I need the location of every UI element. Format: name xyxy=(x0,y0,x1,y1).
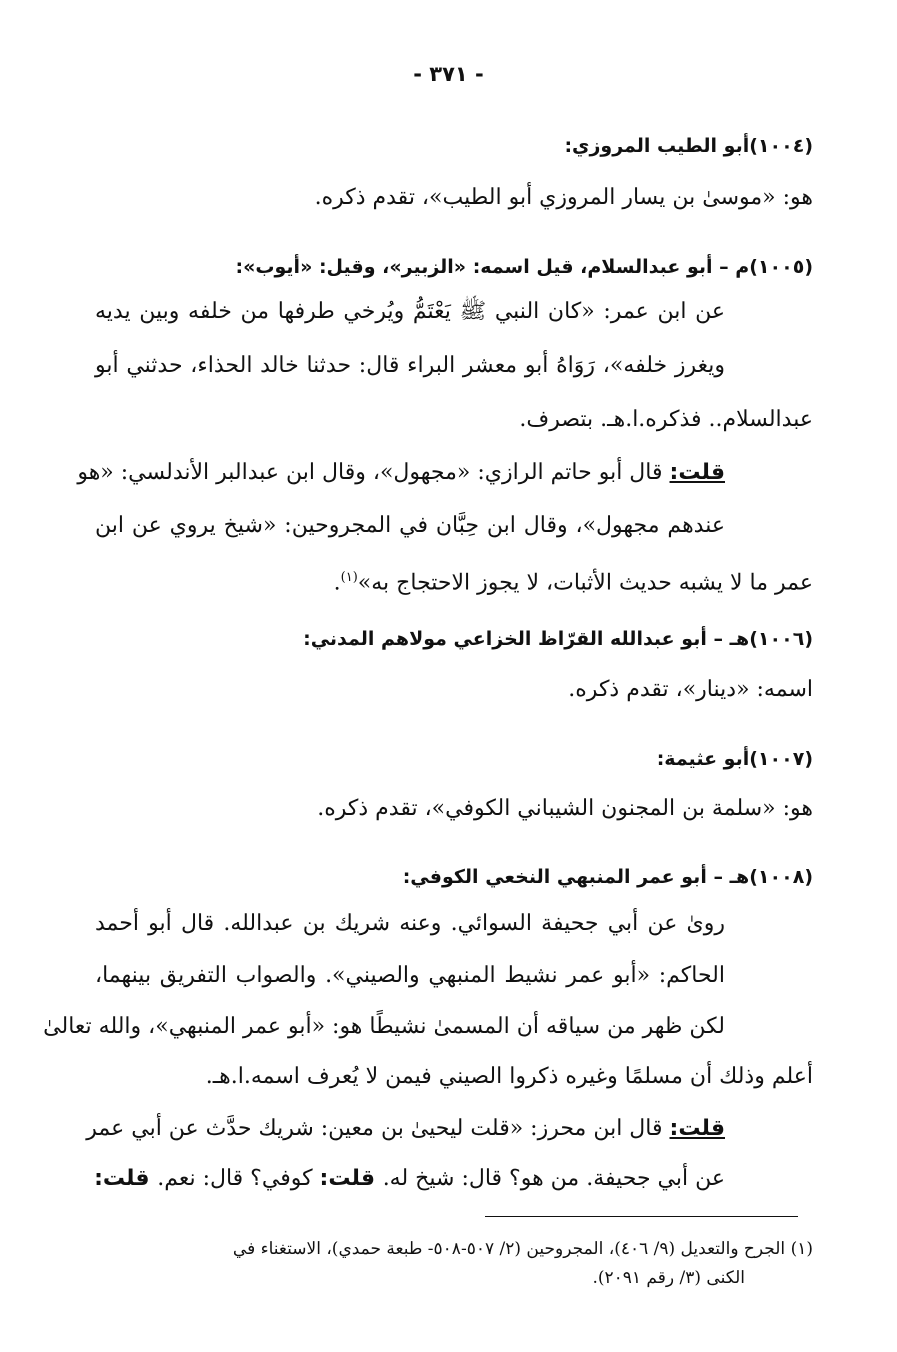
entry-text: عمر ما لا يشبه حديث الأثبات، لا يجوز الاحتجاج به» xyxy=(357,570,813,596)
entry-heading-1008: (١٠٠٨)هـ – أبو عمر المنبهي النخعي الكوفي: xyxy=(402,866,813,888)
entry-heading-1005: (١٠٠٥)م – أبو عبدالسلام، قيل اسمه: «الزبير»، وقيل: «أيوب»: xyxy=(235,256,813,278)
footnote-line: الكنى (٣/ رقم ٢٠٩١). xyxy=(592,1268,745,1288)
entry-heading-1007: (١٠٠٧)أبو عثيمة: xyxy=(656,748,813,770)
entry-text-line xyxy=(95,1164,725,1194)
entry-text: كوفي؟ قال: نعم. xyxy=(157,1166,320,1191)
qult-inline-label: قلت: xyxy=(319,1166,383,1191)
qult-inline-label: قلت: xyxy=(94,1166,158,1191)
entry-text-line: عمر ما لا يشبه حديث الأثبات، لا يجوز الاحتجاج به»$^{(١)}$. xyxy=(333,570,813,596)
entry-text-line: أعلم وذلك أن مسلمًا وغيره ذكروا الصيني فيمن لا يُعرف اسمه.ا.هـ. xyxy=(205,1064,813,1089)
footnote-separator xyxy=(485,1216,798,1217)
qult-text: قال ابن محرز: «قلت ليحيىٰ بن معين: شريك حدَّث عن أبي عمر xyxy=(86,1116,670,1141)
entry-heading-1006: (١٠٠٦)هـ – أبو عبدالله القرّاظ الخزاعي مولاهم المدني: xyxy=(303,628,813,650)
footnote-reference: (١) xyxy=(340,570,358,585)
entry-text-line: رویٰ عن أبي جحيفة السوائي. وعنه شريك بن عبدالله. قال أبو أحمد xyxy=(95,911,725,936)
entry-text-line: اسمه: «دينار»، تقدم ذكره. xyxy=(568,677,813,702)
entry-heading-1004: (١٠٠٤)أبو الطيب المروزي: xyxy=(564,135,813,157)
footnote-line xyxy=(95,1235,813,1263)
entry-text-line: هو: «سلمة بن المجنون الشيباني الكوفي»، تقدم ذكره. xyxy=(317,796,813,821)
entry-text-line: ويغرز خلفه»، رَوَاهُ أبو معشر البراء قال: حدثنا خالد الحذاء، حدثني أبو xyxy=(95,353,725,378)
qult-label: قلت: xyxy=(669,460,725,485)
qult-line xyxy=(86,1114,725,1144)
entry-text-line: عبدالسلام.. فذكره.ا.هـ. بتصرف. xyxy=(519,407,813,432)
qult-label: قلت: xyxy=(669,1116,725,1141)
entry-text-line: الحاكم: «أبو عمر نشيط المنبهي والصيني». والصواب التفريق بينهما، xyxy=(95,963,725,988)
entry-text-line: عن ابن عمر: «كان النبي ﷺ يَعْتَمُّ ويُرخي طرفها من خلفه وبين يديه xyxy=(95,299,725,324)
qult-text: قال أبو حاتم الرازي: «مجهول»، وقال ابن عبدالبر الأندلسي: «هو xyxy=(77,460,670,485)
entry-text: عن أبي جحيفة. من هو؟ قال: شيخ له. xyxy=(382,1166,725,1191)
entry-text-line: لكن ظهر من سياقه أن المسمىٰ نشيطًا هو: «أبو عمر المنبهي»، والله تعالىٰ xyxy=(43,1014,725,1039)
entry-text-line: عندهم مجهول»، وقال ابن حِبَّان في المجروحين: «شيخ يروي عن ابن xyxy=(95,513,725,538)
qult-line xyxy=(77,458,725,488)
footnote-text: الجرح والتعديل (٩/ ٤٠٦)، المجروحين (٢/ ٥٠٧-٥٠٨- طبعة حمدي)، الاستغناء في xyxy=(232,1239,786,1259)
footnote-marker: (١) xyxy=(790,1239,813,1259)
entry-text-line: هو: «موسىٰ بن يسار المروزي أبو الطيب»، تقدم ذكره. xyxy=(314,185,813,210)
page-number: - ٣٧١ - xyxy=(413,62,484,86)
